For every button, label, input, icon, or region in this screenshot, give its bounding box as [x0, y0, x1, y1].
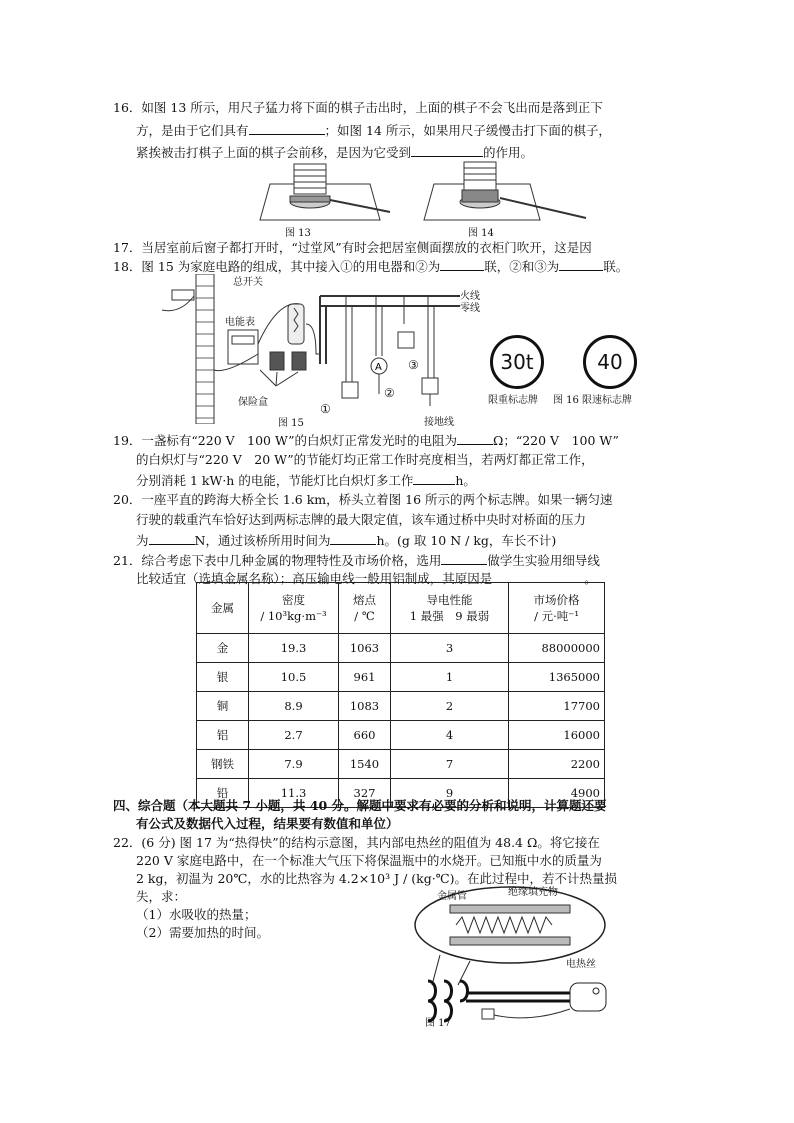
- table-cell: 327: [339, 779, 391, 808]
- table-row: [197, 663, 605, 692]
- q21-line1: [113, 552, 600, 569]
- circuit-mark-3: ③: [408, 358, 419, 372]
- answer-blank[interactable]: [441, 552, 487, 565]
- table-cell: 2: [391, 692, 509, 721]
- q22-line1: 22．(6 分) 图 17 为“热得快”的结构示意图，其内部电热丝的阻值为 48.4 Ω。将它接在: [113, 835, 600, 850]
- q22-line2: 220 V 家庭电路中，在一个标准大气压下将保温瓶中的水烧开。已知瓶中水的质量为: [136, 853, 602, 868]
- table-cell: 4900: [509, 779, 605, 808]
- circuit-mark-1: ①: [320, 402, 331, 416]
- answer-blank[interactable]: [149, 532, 195, 545]
- answer-blank[interactable]: [457, 432, 493, 445]
- q19-text-a: 19．一盏标有“220 V 100 W”的白炽灯正常发光时的电阻为: [113, 433, 457, 448]
- table-cell: 17700: [509, 692, 605, 721]
- ground-wire-label: 接地线: [424, 417, 454, 428]
- table-cell: 10.5: [249, 663, 339, 692]
- q22-sub2: （2）需要加热的时间。: [136, 925, 269, 940]
- table-cell: 11.3: [249, 779, 339, 808]
- q16-line2-text-a: 方，是由于它们具有: [136, 123, 249, 138]
- table-cell: 2200: [509, 750, 605, 779]
- q20-text-a: 为: [136, 533, 149, 548]
- table-cell: 88000000: [509, 634, 605, 663]
- q21-text-b: 做学生实验用细导线: [487, 553, 600, 568]
- table-cell: 7: [391, 750, 509, 779]
- q22-sub1: （1）水吸收的热量；: [136, 907, 257, 922]
- answer-blank[interactable]: [330, 532, 376, 545]
- header-melting-point: 熔点 / ℃: [339, 583, 391, 634]
- neutral-wire-label: 零线: [460, 303, 480, 314]
- q18-line1: [113, 258, 628, 275]
- figure-16-caption: 图 16: [553, 395, 579, 406]
- q21-text-a: 21．综合考虑下表中几种金属的物理特性及市场价格，选用: [113, 553, 442, 568]
- fuse-box-label: 保险盒: [238, 397, 268, 408]
- table-cell: 1: [391, 663, 509, 692]
- q17-line1: 17．当居室前后窗子都打开时，“过堂风”有时会把居室侧面摆放的衣柜门吹开，这是因: [113, 240, 592, 255]
- table-cell: 铅: [197, 779, 249, 808]
- table-row: [197, 692, 605, 721]
- figure-13-caption: 图 13: [285, 228, 311, 239]
- q18-text-c: 联。: [603, 259, 629, 274]
- table-row: [197, 750, 605, 779]
- header-price: 市场价格 / 元·吨⁻¹: [509, 583, 605, 634]
- table-cell: 1365000: [509, 663, 605, 692]
- q19-text-d: h。: [455, 473, 476, 488]
- figure-13-illustration: [230, 160, 400, 226]
- table-cell: 16000: [509, 721, 605, 750]
- table-row: [197, 721, 605, 750]
- q20-line1: 20．一座平直的跨海大桥全长 1.6 km，桥头立着图 16 所示的两个标志牌。如果一辆匀速: [113, 492, 613, 507]
- q20-text-b: N，通过该桥所用时间为: [194, 533, 331, 548]
- q18-text-b: 联，②和③为: [484, 259, 560, 274]
- metal-properties-table: [196, 582, 605, 808]
- header-metal: 金属: [197, 583, 249, 634]
- table-cell: 铜: [197, 692, 249, 721]
- table-cell: 660: [339, 721, 391, 750]
- table-cell: 8.9: [249, 692, 339, 721]
- q19-text-b: Ω；“220 V 100 W”: [492, 433, 619, 448]
- table-cell: 1063: [339, 634, 391, 663]
- q20-line3: [136, 532, 556, 549]
- q19-text-c: 分别消耗 1 kW·h 的电能，节能灯比白炽灯多工作: [136, 473, 414, 488]
- q19-line3: [136, 472, 476, 489]
- filler-label: 绝缘填充物: [508, 887, 558, 898]
- q16-line3-text-a: 紧挨被击打棋子上面的棋子会前移，是因为它受到: [136, 145, 412, 160]
- q19-line1: [113, 432, 619, 449]
- q16-line3-text-b: 的作用。: [483, 145, 534, 160]
- section-4-heading-cont: 有公式及数据代入过程，结果要有数值和单位）: [136, 816, 399, 831]
- metal-tube-label: 金属管: [437, 891, 467, 902]
- weight-sign-label: 限重标志牌: [488, 395, 538, 406]
- circuit-mark-2: ②: [384, 386, 395, 400]
- speed-limit-sign: 40: [583, 335, 637, 389]
- q22-line3: 2 kg，初温为 20℃，水的比热容为 4.2×10³ J / (kg·℃)。在此过程中，若不计热量损: [136, 871, 618, 886]
- table-cell: 7.9: [249, 750, 339, 779]
- heating-wire-label: 电热丝: [566, 959, 596, 970]
- figure-15-caption: 图 15: [278, 418, 304, 429]
- answer-blank[interactable]: [249, 122, 325, 135]
- q21-text-d: 。: [584, 571, 597, 586]
- figure-14-caption: 图 14: [468, 228, 494, 239]
- q16-line1: 16．如图 13 所示，用尺子猛力将下面的棋子击出时，上面的棋子不会飞出而是落到正下: [113, 100, 603, 115]
- q22-line4: 失，求：: [136, 889, 187, 904]
- table-cell: 9: [391, 779, 509, 808]
- lamp-symbol: A: [375, 362, 382, 373]
- table-cell: 1083: [339, 692, 391, 721]
- figure-17-caption: 图 17: [425, 1018, 451, 1029]
- main-switch-label: 总开关: [233, 277, 263, 288]
- table-cell: 3: [391, 634, 509, 663]
- speed-sign-label: 限速标志牌: [582, 395, 632, 406]
- table-cell: 961: [339, 663, 391, 692]
- weight-limit-sign: 30t: [490, 335, 544, 389]
- q21-text-c: 比较适宜（选填金属名称）；高压输电线一般用铝制成，其原因是: [136, 571, 493, 586]
- q19-line2: 的白炽灯与“220 V 20 W”的节能灯均正常工作时亮度相当，若两灯都正常工作，: [136, 452, 594, 467]
- answer-blank[interactable]: [559, 258, 603, 271]
- section-4-heading: 四、综合题（本大题共 7 小题，共 40 分。解题中要求有必要的分析和说明，计算题还要: [113, 798, 607, 813]
- table-cell: 钢铁: [197, 750, 249, 779]
- header-density: 密度 / 10³kg·m⁻³: [249, 583, 339, 634]
- table-cell: 2.7: [249, 721, 339, 750]
- table-cell: 4: [391, 721, 509, 750]
- table-cell: 金: [197, 634, 249, 663]
- meter-label: 电能表: [225, 317, 255, 328]
- q20-line2: 行驶的载重汽车恰好达到两标志牌的最大限定值，该车通过桥中央时对桥面的压力: [136, 512, 587, 527]
- q16-line2-text-b: ；如图 14 所示，如果用尺子缓慢击打下面的棋子，: [324, 123, 611, 138]
- q20-text-c: h。(g 取 10 N / kg，车长不计): [376, 533, 557, 548]
- q16-line2: [136, 122, 611, 139]
- table-cell: 铝: [197, 721, 249, 750]
- answer-blank[interactable]: [413, 472, 455, 485]
- table-header-row: [197, 583, 605, 634]
- table-cell: 19.3: [249, 634, 339, 663]
- answer-blank[interactable]: [440, 258, 484, 271]
- table-cell: 银: [197, 663, 249, 692]
- answer-blank[interactable]: [411, 144, 483, 157]
- header-conductivity: 导电性能 1 最强 9 最弱: [391, 583, 509, 634]
- table-row: [197, 634, 605, 663]
- q18-text-a: 18．图 15 为家庭电路的组成，其中接入①的用电器和②为: [113, 259, 441, 274]
- figure-14-illustration: [410, 158, 590, 226]
- table-cell: 1540: [339, 750, 391, 779]
- live-wire-label: 火线: [460, 291, 480, 302]
